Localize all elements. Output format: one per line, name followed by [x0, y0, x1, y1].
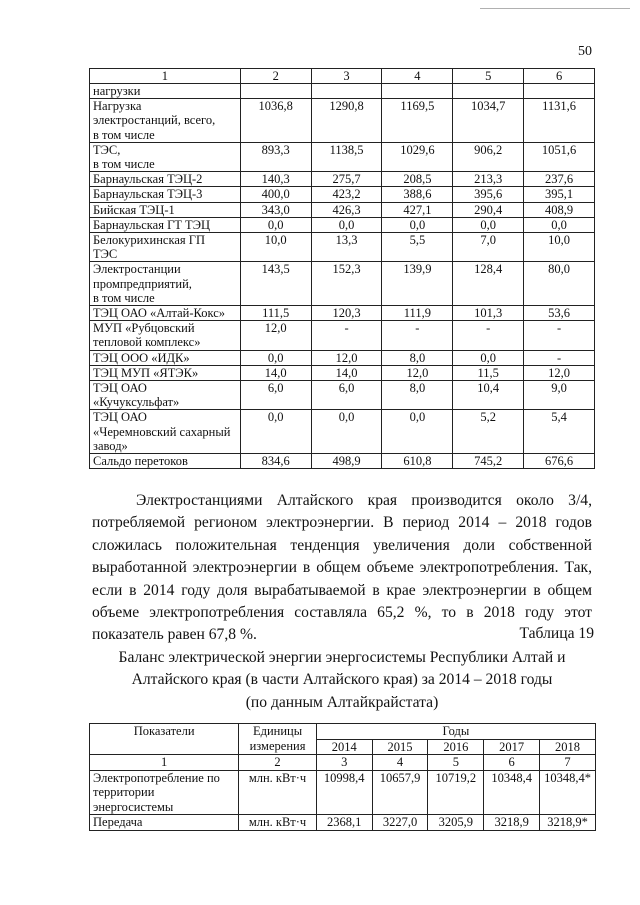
table-row	[90, 365, 595, 380]
cell-value: 208,5	[382, 172, 453, 187]
cell-value: 343,0	[240, 202, 311, 217]
column-number: 4	[382, 69, 453, 84]
cell-value: 213,3	[453, 172, 524, 187]
table-header-row	[90, 69, 595, 84]
cell-value: 7,0	[453, 233, 524, 262]
cell-value: 0,0	[382, 217, 453, 232]
table-title-line: (по данным Алтайкрайстата)	[245, 693, 439, 711]
cell-value: 14,0	[240, 365, 311, 380]
cell-value: 0,0	[240, 410, 311, 454]
cell-unit: млн. кВт·ч	[239, 770, 317, 815]
header-year: 2015	[372, 739, 428, 755]
cell-value: 139,9	[382, 262, 453, 306]
cell-value: 1169,5	[382, 99, 453, 143]
cell-value: 152,3	[311, 262, 382, 306]
row-label: ТЭЦ ОАО «Алтай-Кокс»	[90, 306, 241, 321]
cell-value	[382, 84, 453, 99]
table-title-line: Алтайского края (в части Алтайского края) за 2014 – 2018 годы	[131, 671, 553, 689]
column-number: 3	[316, 755, 372, 771]
cell-value	[524, 84, 595, 99]
row-label: Сальдо перетоков	[90, 454, 241, 469]
row-label: ТЭЦ ОАО «Кучуксульфат»	[90, 381, 241, 410]
header-years-group: Годы	[316, 724, 595, 740]
cell-value: 8,0	[382, 381, 453, 410]
cell-value: 1034,7	[453, 99, 524, 143]
column-number: 6	[524, 69, 595, 84]
scan-artifact-line	[480, 8, 630, 9]
column-number: 5	[428, 755, 484, 771]
cell-value: 1138,5	[311, 142, 382, 171]
cell-value: 6,0	[240, 381, 311, 410]
cell-value: 906,2	[453, 142, 524, 171]
cell-value: 3218,9	[484, 815, 540, 831]
table-row	[90, 99, 595, 143]
table-row	[90, 172, 595, 187]
table-row	[90, 84, 595, 99]
cell-value: 3205,9	[428, 815, 484, 831]
cell-value: 120,3	[311, 306, 382, 321]
cell-value: 9,0	[524, 381, 595, 410]
cell-value: 275,7	[311, 172, 382, 187]
table-row	[90, 187, 595, 202]
cell-value: 408,9	[524, 202, 595, 217]
column-number: 1	[90, 69, 241, 84]
cell-value: 10998,4	[316, 770, 372, 815]
cell-value: 8,0	[382, 350, 453, 365]
cell-value: 12,0	[524, 365, 595, 380]
table-title-line: Баланс электрической энергии энергосистемы Республики Алтай и	[118, 649, 566, 666]
cell-value: 10,0	[240, 233, 311, 262]
cell-value: -	[453, 321, 524, 350]
row-label: Барнаульская ТЭЦ-3	[90, 187, 241, 202]
row-label: Нагрузка электростанций, всего, в том числе	[90, 99, 241, 143]
cell-value: 237,6	[524, 172, 595, 187]
header-year: 2014	[316, 739, 372, 755]
cell-value: 10719,2	[428, 770, 484, 815]
table-header-row	[90, 724, 596, 740]
cell-value: 128,4	[453, 262, 524, 306]
cell-unit: млн. кВт·ч	[239, 815, 317, 831]
cell-value: 423,2	[311, 187, 382, 202]
header-units: Единицы измерения	[239, 724, 317, 755]
row-label: МУП «Рубцовский тепловой комплекс»	[90, 321, 241, 350]
cell-value: 0,0	[524, 217, 595, 232]
balance-table	[89, 723, 596, 831]
table-column-numbers-row	[90, 755, 596, 771]
cell-value: 3227,0	[372, 815, 428, 831]
cell-value: -	[524, 321, 595, 350]
cell-value: 395,6	[453, 187, 524, 202]
table-row	[90, 350, 595, 365]
column-number: 1	[90, 755, 239, 771]
cell-value: 101,3	[453, 306, 524, 321]
cell-value: 10,0	[524, 233, 595, 262]
cell-value: 10,4	[453, 381, 524, 410]
cell-value: 5,2	[453, 410, 524, 454]
table-row	[90, 410, 595, 454]
body-paragraph: Электростанциями Алтайского края производится около 3/4, потребляемой регионом электроэнергии. В период 2014 – 2018 годов сложилась положительная тенденция увеличения доли собственной выработанной электроэнергии в общем объеме электропотребления. Так, если в 2014 году доля вырабатываемой в крае электроэнергии в общем объеме электропотребления составляла 65,2 %, то в 2018 году этот показатель равен 67,8 %.	[92, 492, 592, 644]
cell-value	[311, 84, 382, 99]
cell-value: 6,0	[311, 381, 382, 410]
cell-value: 111,9	[382, 306, 453, 321]
header-year: 2018	[540, 739, 596, 755]
table-row	[90, 202, 595, 217]
column-number: 3	[311, 69, 382, 84]
header-year: 2016	[428, 739, 484, 755]
cell-value: 10348,4*	[540, 770, 596, 815]
row-label: нагрузки	[90, 84, 241, 99]
cell-value: 1051,6	[524, 142, 595, 171]
cell-value: 1131,6	[524, 99, 595, 143]
cell-value: 14,0	[311, 365, 382, 380]
column-number: 5	[453, 69, 524, 84]
table-row	[90, 306, 595, 321]
cell-value: 10657,9	[372, 770, 428, 815]
table-row	[90, 381, 595, 410]
table-row	[90, 142, 595, 171]
cell-value: 745,2	[453, 454, 524, 469]
cell-value: 834,6	[240, 454, 311, 469]
cell-value: 5,5	[382, 233, 453, 262]
row-label: ТЭС, в том числе	[90, 142, 241, 171]
cell-value: 3218,9*	[540, 815, 596, 831]
row-label: Электростанции промпредприятий, в том числе	[90, 262, 241, 306]
row-label: Барнаульская ТЭЦ-2	[90, 172, 241, 187]
cell-value: 427,1	[382, 202, 453, 217]
cell-value: 12,0	[240, 321, 311, 350]
row-label: Электропотребление по территории энергосистемы	[90, 770, 239, 815]
cell-value: 143,5	[240, 262, 311, 306]
table-row	[90, 217, 595, 232]
row-label: Бийская ТЭЦ-1	[90, 202, 241, 217]
table-row	[90, 815, 596, 831]
cell-value: 498,9	[311, 454, 382, 469]
cell-value	[240, 84, 311, 99]
cell-value: 0,0	[311, 217, 382, 232]
cell-value: 12,0	[382, 365, 453, 380]
cell-value: 893,3	[240, 142, 311, 171]
row-label: ТЭЦ ООО «ИДК»	[90, 350, 241, 365]
table-row	[90, 262, 595, 306]
cell-value: 388,6	[382, 187, 453, 202]
cell-value: 0,0	[453, 217, 524, 232]
cell-value: 1029,6	[382, 142, 453, 171]
row-label: ТЭЦ ОАО «Черемновский сахарный завод»	[90, 410, 241, 454]
cell-value: -	[311, 321, 382, 350]
cell-value: 0,0	[311, 410, 382, 454]
cell-value	[453, 84, 524, 99]
table-row	[90, 321, 595, 350]
column-number: 4	[372, 755, 428, 771]
cell-value: 10348,4	[484, 770, 540, 815]
row-label: ТЭЦ МУП «ЯТЭК»	[90, 365, 241, 380]
cell-value: 290,4	[453, 202, 524, 217]
column-number: 7	[540, 755, 596, 771]
cell-value: 0,0	[453, 350, 524, 365]
cell-value: 0,0	[240, 217, 311, 232]
cell-value: 13,3	[311, 233, 382, 262]
page-number: 50	[578, 44, 592, 59]
column-number: 6	[484, 755, 540, 771]
column-number: 2	[240, 69, 311, 84]
header-indicator: Показатели	[90, 724, 239, 755]
generation-table	[89, 68, 595, 469]
cell-value: 1036,8	[240, 99, 311, 143]
table-title	[92, 647, 592, 714]
cell-value: 610,8	[382, 454, 453, 469]
table-row	[90, 770, 596, 815]
cell-value: 0,0	[382, 410, 453, 454]
table-number-label: Таблица 19	[519, 625, 594, 642]
header-year: 2017	[484, 739, 540, 755]
cell-value: 395,1	[524, 187, 595, 202]
cell-value: 140,3	[240, 172, 311, 187]
cell-value: 676,6	[524, 454, 595, 469]
cell-value: 11,5	[453, 365, 524, 380]
cell-value: 1290,8	[311, 99, 382, 143]
cell-value: 12,0	[311, 350, 382, 365]
row-label: Барнаульская ГТ ТЭЦ	[90, 217, 241, 232]
row-label: Передача	[90, 815, 239, 831]
cell-value: 111,5	[240, 306, 311, 321]
cell-value: 53,6	[524, 306, 595, 321]
cell-value: 426,3	[311, 202, 382, 217]
cell-value: 80,0	[524, 262, 595, 306]
cell-value: 0,0	[240, 350, 311, 365]
table-row	[90, 233, 595, 262]
cell-value: 5,4	[524, 410, 595, 454]
cell-value: 2368,1	[316, 815, 372, 831]
cell-value: -	[524, 350, 595, 365]
table-row	[90, 454, 595, 469]
row-label: Белокурихинская ГП ТЭС	[90, 233, 241, 262]
column-number: 2	[239, 755, 317, 771]
cell-value: -	[382, 321, 453, 350]
cell-value: 400,0	[240, 187, 311, 202]
